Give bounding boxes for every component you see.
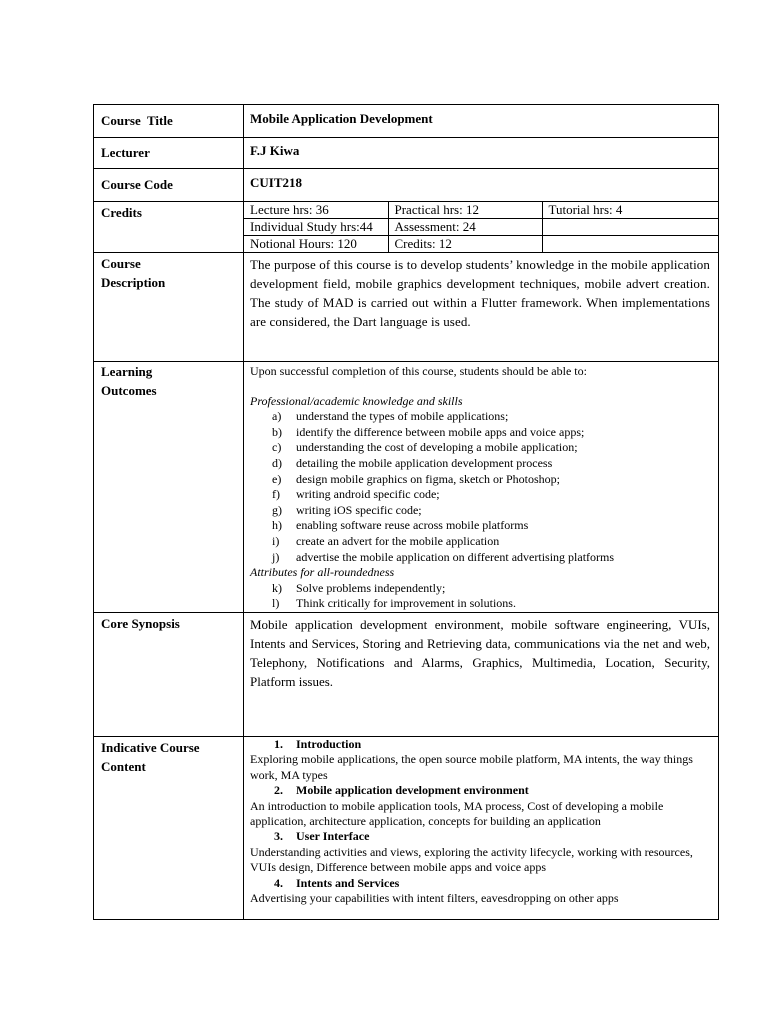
credits-grid [244, 202, 718, 252]
outcome-item [250, 581, 714, 597]
learning-outcomes-section-heading: Professional/academic knowledge and skills [250, 393, 463, 408]
outcome-text: create an advert for the mobile application [296, 533, 500, 548]
learning-outcomes-cell [244, 362, 719, 613]
outcome-item [250, 472, 714, 488]
attributes-list [250, 581, 714, 612]
course-description-text: The purpose of this course is to develop students’ knowledge in the mobile application development field, mobile graphics development techniques, mobile advert creation. The study of MAD is carried out within a Flutter framework. When implementations are considered, the Dart language is used. [250, 257, 710, 329]
outcome-marker: d) [272, 455, 282, 470]
content-paragraph-4: Advertising your capabilities with intent filters, eavesdropping on other apps [250, 890, 619, 905]
outcome-text: understand the types of mobile applications; [296, 409, 509, 424]
outcome-marker: h) [272, 518, 282, 533]
indicative-content-body [244, 737, 718, 906]
course-title-row [94, 105, 719, 138]
credits-row [94, 202, 719, 253]
outcome-marker: j) [272, 549, 280, 564]
outcome-item [250, 518, 714, 534]
empty-credits-cell-2 [542, 236, 718, 253]
learning-outcomes-label-line1: Learning [101, 364, 153, 379]
indicative-content-label-line1: Indicative Course [101, 739, 200, 755]
indicative-content-cell [244, 736, 719, 919]
attributes-section-heading: Attributes for all-roundedness [250, 565, 395, 580]
course-title-label: Course Title [94, 105, 244, 138]
outcome-text: Think critically for improvement in solutions. [296, 596, 516, 611]
lecture-hours: Lecture hrs: 36 [244, 202, 388, 219]
indicative-content-label [94, 736, 244, 919]
outcome-item [250, 456, 714, 472]
content-heading-3: 3. User Interface [274, 829, 370, 844]
core-synopsis-cell [244, 612, 719, 736]
course-title-value: Mobile Application Development [244, 105, 719, 138]
tutorial-hours: Tutorial hrs: 4 [542, 202, 718, 219]
outcome-item [250, 596, 714, 612]
outcome-text: writing android specific code; [296, 487, 440, 502]
outcome-text: identify the difference between mobile apps and voice apps; [296, 424, 585, 439]
lecturer-row [94, 138, 719, 169]
course-description-label [94, 253, 244, 362]
outcome-item [250, 409, 714, 425]
course-description-cell [244, 253, 719, 362]
credits-breakdown [244, 202, 719, 253]
course-description-label-line1: Course [101, 256, 141, 271]
course-outline-table [93, 104, 719, 920]
content-paragraph-3: Understanding activities and views, exploring the activity lifecycle, working with resources, VUIs design, Difference between mobile apps and voice apps [250, 844, 693, 875]
course-outline-document [93, 104, 719, 920]
outcome-item [250, 487, 714, 503]
learning-outcomes-row [94, 362, 719, 613]
learning-outcomes-label [94, 362, 244, 613]
learning-outcomes-intro: Upon successful completion of this course, students should be able to: [250, 364, 587, 378]
practical-hours: Practical hrs: 12 [388, 202, 542, 219]
content-paragraph-1: Exploring mobile applications, the open source mobile platform, MA intents, the way things work, MA types [250, 752, 693, 782]
core-synopsis-label: Core Synopsis [94, 612, 244, 736]
credits-total: Credits: 12 [388, 236, 542, 253]
outcome-item [250, 550, 714, 566]
empty-credits-cell [542, 219, 718, 236]
outcome-marker: l) [272, 596, 280, 611]
learning-outcomes-list [250, 409, 714, 565]
outcome-text: understanding the cost of developing a mobile application; [296, 440, 578, 455]
outcome-marker: e) [272, 471, 282, 486]
outcome-item [250, 440, 714, 456]
outcome-text: advertise the mobile application on different advertising platforms [296, 549, 615, 564]
course-code-value: CUIT218 [244, 169, 719, 202]
indicative-content-row [94, 736, 719, 919]
outcome-marker: a) [272, 409, 282, 424]
outcome-text: writing iOS specific code; [296, 502, 422, 517]
course-description-label-line2: Description [101, 275, 166, 290]
core-synopsis-row [94, 612, 719, 736]
outcome-marker: b) [272, 424, 282, 439]
notional-hours: Notional Hours: 120 [244, 236, 388, 253]
content-heading-2: 2. Mobile application development environment [274, 783, 529, 798]
course-code-label: Course Code [94, 169, 244, 202]
outcome-item [250, 425, 714, 441]
outcome-item [250, 503, 714, 519]
lecturer-value: F.J Kiwa [244, 138, 719, 169]
outcome-text: design mobile graphics on figma, sketch or Photoshop; [296, 471, 560, 486]
outcome-text: Solve problems independently; [296, 580, 446, 595]
outcome-marker: i) [272, 533, 280, 548]
outcome-marker: f) [272, 487, 280, 502]
individual-study-hours: Individual Study hrs:44 [244, 219, 388, 236]
credits-label: Credits [94, 202, 244, 253]
outcome-marker: c) [272, 440, 282, 455]
outcome-marker: k) [272, 580, 282, 595]
content-paragraph-2: An introduction to mobile application tools, MA process, Cost of developing a mobile application, architecture application, concepts for building an application [250, 798, 664, 828]
content-heading-1: 1. Introduction [274, 736, 362, 751]
outcome-marker: g) [272, 502, 282, 517]
outcome-text: detailing the mobile application development process [296, 455, 553, 470]
learning-outcomes-label-line2: Outcomes [101, 383, 157, 398]
learning-outcomes-content [244, 364, 718, 612]
content-heading-4: 4. Intents and Services [274, 875, 400, 890]
indicative-content-label-line2: Content [101, 758, 146, 774]
lecturer-label: Lecturer [94, 138, 244, 169]
outcome-item [250, 534, 714, 550]
core-synopsis-text: Mobile application development environment, mobile software engineering, VUIs, Intents and Services, Storing and Retrieving data, communications via the net and web, Telephony, Notifications and Alarms, Graphics, Multimedia, Location, Security, Platform issues. [250, 616, 710, 689]
assessment-hours: Assessment: 24 [388, 219, 542, 236]
course-description-row [94, 253, 719, 362]
course-code-row [94, 169, 719, 202]
outcome-text: enabling software reuse across mobile platforms [296, 518, 529, 533]
